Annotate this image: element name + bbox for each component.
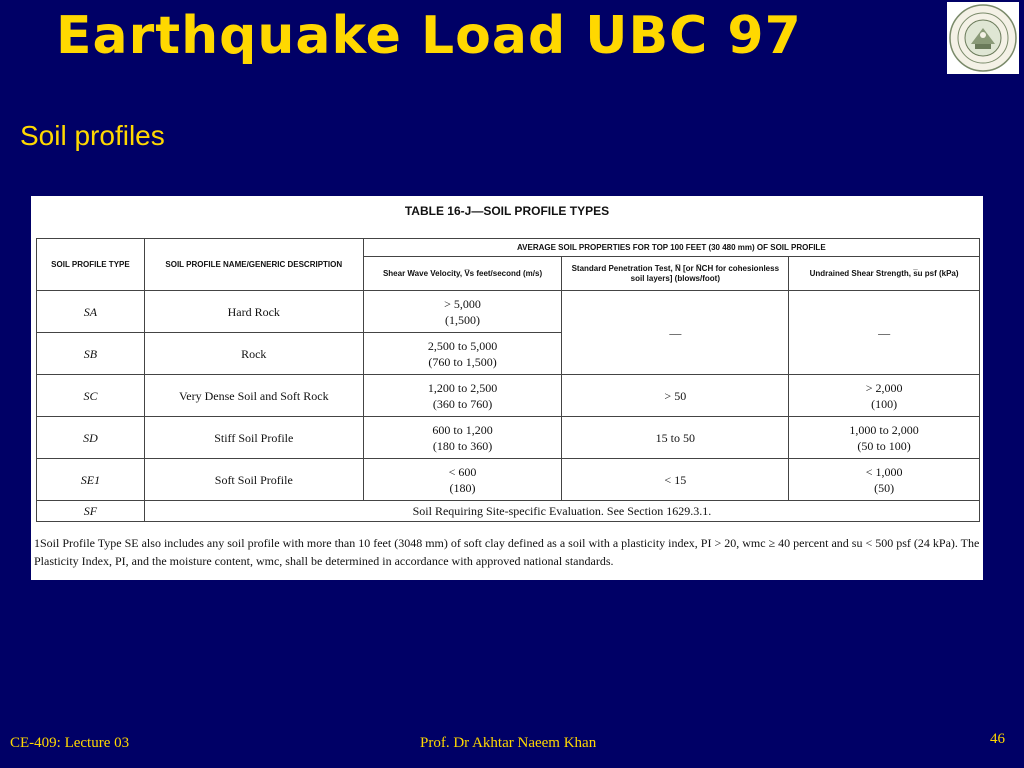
profile-name: Very Dense Soil and Soft Rock <box>144 375 363 417</box>
profile-type: SD <box>37 417 145 459</box>
spt-cell: 15 to 50 <box>562 417 789 459</box>
footer-course: CE-409: Lecture 03 <box>10 735 130 751</box>
page-number: 46 <box>990 731 1005 747</box>
undrained-cell: > 2,000 (100) <box>789 375 980 417</box>
slide-subtitle: Soil profiles <box>20 120 165 151</box>
profile-type: SA <box>37 291 145 333</box>
slide-title: Earthquake Load UBC 97 <box>56 6 802 66</box>
header-undrained: Undrained Shear Strength, s̅u psf (kPa) <box>789 257 980 291</box>
spt-cell: < 15 <box>562 459 789 501</box>
profile-name: Hard Rock <box>144 291 363 333</box>
shear-wave-cell: 2,500 to 5,000 (760 to 1,500) <box>363 333 562 375</box>
profile-type: SE1 <box>37 459 145 501</box>
header-type: SOIL PROFILE TYPE <box>37 239 145 291</box>
shear-wave-cell: 1,200 to 2,500 (360 to 760) <box>363 375 562 417</box>
soil-profile-table <box>36 238 980 522</box>
table-row <box>37 501 980 522</box>
university-seal-logo <box>947 2 1019 74</box>
footer-author: Prof. Dr Akhtar Naeem Khan <box>420 735 597 751</box>
header-name: SOIL PROFILE NAME/GENERIC DESCRIPTION <box>144 239 363 291</box>
profile-name: Soft Soil Profile <box>144 459 363 501</box>
undrained-cell: < 1,000 (50) <box>789 459 980 501</box>
profile-name: Soil Requiring Site-specific Evaluation. See Section 1629.3.1. <box>144 501 979 522</box>
header-group: AVERAGE SOIL PROPERTIES FOR TOP 100 FEET (30 480 mm) OF SOIL PROFILE <box>363 239 979 257</box>
shear-wave-cell: > 5,000 (1,500) <box>363 291 562 333</box>
table-row <box>37 375 980 417</box>
table-row <box>37 459 980 501</box>
table-caption: TABLE 16-J—SOIL PROFILE TYPES <box>404 204 610 218</box>
profile-type: SF <box>37 501 145 522</box>
spt-cell: > 50 <box>562 375 789 417</box>
profile-name: Stiff Soil Profile <box>144 417 363 459</box>
header-spt: Standard Penetration Test, N̅ [or N̅CH for cohesionless soil layers] (blows/foot) <box>562 257 789 291</box>
shear-wave-cell: 600 to 1,200 (180 to 360) <box>363 417 562 459</box>
table-row <box>37 291 980 333</box>
undrained-dash: — <box>789 291 980 375</box>
profile-name: Rock <box>144 333 363 375</box>
table-footnote: 1Soil Profile Type SE also includes any soil profile with more than 10 feet (3048 mm) of soft clay defined as a soil with a plasticity index, PI > 20, wmc ≥ 40 percent and su < 500 psf (24 kPa). The Plasticity Index, PI, and the moisture content, wmc, shall be determined in accordance with approved national standards. <box>34 536 980 568</box>
header-shear-wave: Shear Wave Velocity, V̅s feet/second (m/s) <box>363 257 562 291</box>
soil-profile-table-figure <box>31 196 983 580</box>
seal-icon <box>947 2 1019 74</box>
shear-wave-cell: < 600 (180) <box>363 459 562 501</box>
spt-dash: — <box>562 291 789 375</box>
undrained-cell: 1,000 to 2,000 (50 to 100) <box>789 417 980 459</box>
table-row <box>37 417 980 459</box>
profile-type: SB <box>37 333 145 375</box>
profile-type: SC <box>37 375 145 417</box>
